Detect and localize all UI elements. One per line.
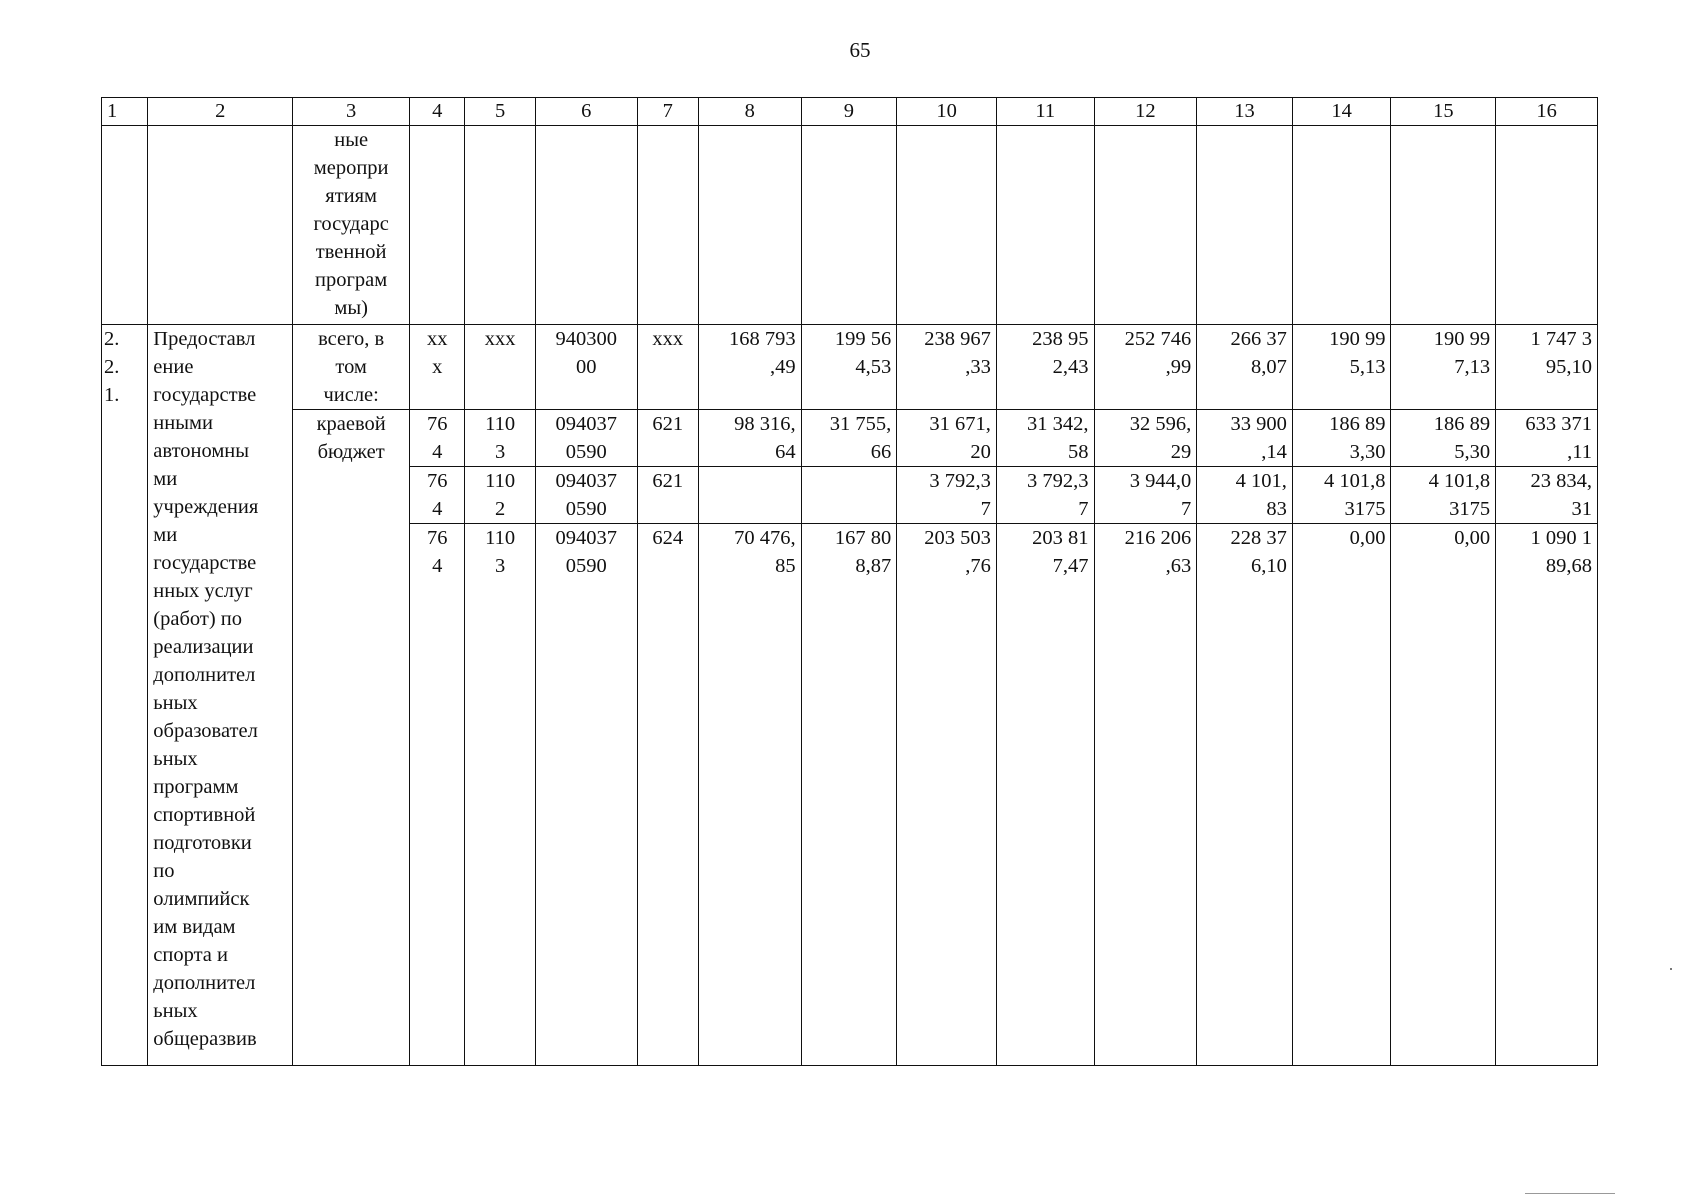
table-cell: 216 206 ,63	[1094, 524, 1197, 1066]
empty-cell	[535, 126, 637, 325]
empty-cell	[996, 126, 1094, 325]
table-cell: 190 99 5,13	[1292, 325, 1391, 410]
table-row	[102, 410, 1598, 467]
item-number-cell: 2. 2. 1.	[102, 325, 148, 1066]
table-cell: 167 80 8,87	[801, 524, 897, 1066]
table-cell: 1 747 3 95,10	[1496, 325, 1598, 410]
table-cell: 32 596, 29	[1094, 410, 1197, 467]
empty-cell	[1094, 126, 1197, 325]
table-cell: 238 967 ,33	[897, 325, 997, 410]
budget-label-cell: краевой бюджет	[293, 410, 410, 1066]
scan-speck	[1670, 968, 1672, 970]
col-number: 9	[801, 98, 897, 126]
table-cell: 31 671, 20	[897, 410, 997, 467]
table-cell: 094037 0590	[535, 467, 637, 524]
table-cell: 624	[637, 524, 698, 1066]
empty-cell	[102, 126, 148, 325]
empty-cell	[801, 126, 897, 325]
empty-cell	[1391, 126, 1496, 325]
budget-table	[101, 97, 1598, 1066]
table-cell: 4 101,8 3175	[1391, 467, 1496, 524]
table-cell: xxx	[637, 325, 698, 410]
table-cell: 940300 00	[535, 325, 637, 410]
table-cell: 0,00	[1391, 524, 1496, 1066]
table-cell: 33 900 ,14	[1197, 410, 1293, 467]
table-cell: 110 3	[465, 410, 535, 467]
col-number: 3	[293, 98, 410, 126]
table-cell: 621	[637, 410, 698, 467]
empty-cell	[698, 126, 801, 325]
col-number: 12	[1094, 98, 1197, 126]
table-cell	[698, 467, 801, 524]
table-cell: 621	[637, 467, 698, 524]
table-cell: xxx	[465, 325, 535, 410]
col-number: 14	[1292, 98, 1391, 126]
source-continuation-cell: ные меропри ятиям государс твенной програм мы)	[293, 126, 410, 325]
table-cell: 094037 0590	[535, 410, 637, 467]
col-number: 2	[148, 98, 293, 126]
table-cell: 252 746 ,99	[1094, 325, 1197, 410]
table-cell: 76 4	[410, 467, 465, 524]
table-cell: 266 37 8,07	[1197, 325, 1293, 410]
table-cell: 76 4	[410, 524, 465, 1066]
table-cell: 094037 0590	[535, 524, 637, 1066]
col-number: 15	[1391, 98, 1496, 126]
table-cell: 70 476, 85	[698, 524, 801, 1066]
empty-cell	[1197, 126, 1293, 325]
col-number: 5	[465, 98, 535, 126]
table-cell: 23 834, 31	[1496, 467, 1598, 524]
col-number: 11	[996, 98, 1094, 126]
table-cell: 168 793 ,49	[698, 325, 801, 410]
empty-cell	[637, 126, 698, 325]
col-number: 8	[698, 98, 801, 126]
table-row	[102, 325, 1598, 410]
table-cell: 31 755, 66	[801, 410, 897, 467]
table-cell	[801, 467, 897, 524]
empty-cell	[897, 126, 997, 325]
table-cell: 1 090 1 89,68	[1496, 524, 1598, 1066]
continuation-row	[102, 126, 1598, 325]
empty-cell	[1496, 126, 1598, 325]
table-cell: 186 89 5,30	[1391, 410, 1496, 467]
col-number: 10	[897, 98, 997, 126]
total-label-cell: всего, в том числе:	[293, 325, 410, 410]
col-number: 16	[1496, 98, 1598, 126]
table-cell: 238 95 2,43	[996, 325, 1094, 410]
table-cell: 110 2	[465, 467, 535, 524]
table-cell: 3 792,3 7	[996, 467, 1094, 524]
empty-cell	[148, 126, 293, 325]
scan-speck	[1525, 1193, 1615, 1194]
empty-cell	[465, 126, 535, 325]
col-number: 1	[102, 98, 148, 126]
table-cell: 228 37 6,10	[1197, 524, 1293, 1066]
table-cell: 3 792,3 7	[897, 467, 997, 524]
table-cell: 190 99 7,13	[1391, 325, 1496, 410]
table-cell: 186 89 3,30	[1292, 410, 1391, 467]
col-number: 4	[410, 98, 465, 126]
table-cell: 3 944,0 7	[1094, 467, 1197, 524]
empty-cell	[1292, 126, 1391, 325]
table-cell: 203 81 7,47	[996, 524, 1094, 1066]
column-number-row	[102, 98, 1598, 126]
col-number: 6	[535, 98, 637, 126]
empty-cell	[410, 126, 465, 325]
table-cell: 4 101,8 3175	[1292, 467, 1391, 524]
table-cell: xx x	[410, 325, 465, 410]
table-cell: 31 342, 58	[996, 410, 1094, 467]
table-cell: 98 316, 64	[698, 410, 801, 467]
table-cell: 199 56 4,53	[801, 325, 897, 410]
table-cell: 203 503 ,76	[897, 524, 997, 1066]
table-cell: 4 101, 83	[1197, 467, 1293, 524]
table-cell: 110 3	[465, 524, 535, 1066]
item-name-cell: Предоставл ение государстве нными автономны ми учреждения ми государстве нных услуг (работ) по реализации дополнител ьных образовател ьных программ спортивной подготовки по олимпийск им видам спорта и дополнител ьных общеразвив	[148, 325, 293, 1066]
page-number: 65	[849, 38, 871, 62]
table-cell: 633 371 ,11	[1496, 410, 1598, 467]
col-number: 7	[637, 98, 698, 126]
table-cell: 0,00	[1292, 524, 1391, 1066]
table-cell: 76 4	[410, 410, 465, 467]
col-number: 13	[1197, 98, 1293, 126]
